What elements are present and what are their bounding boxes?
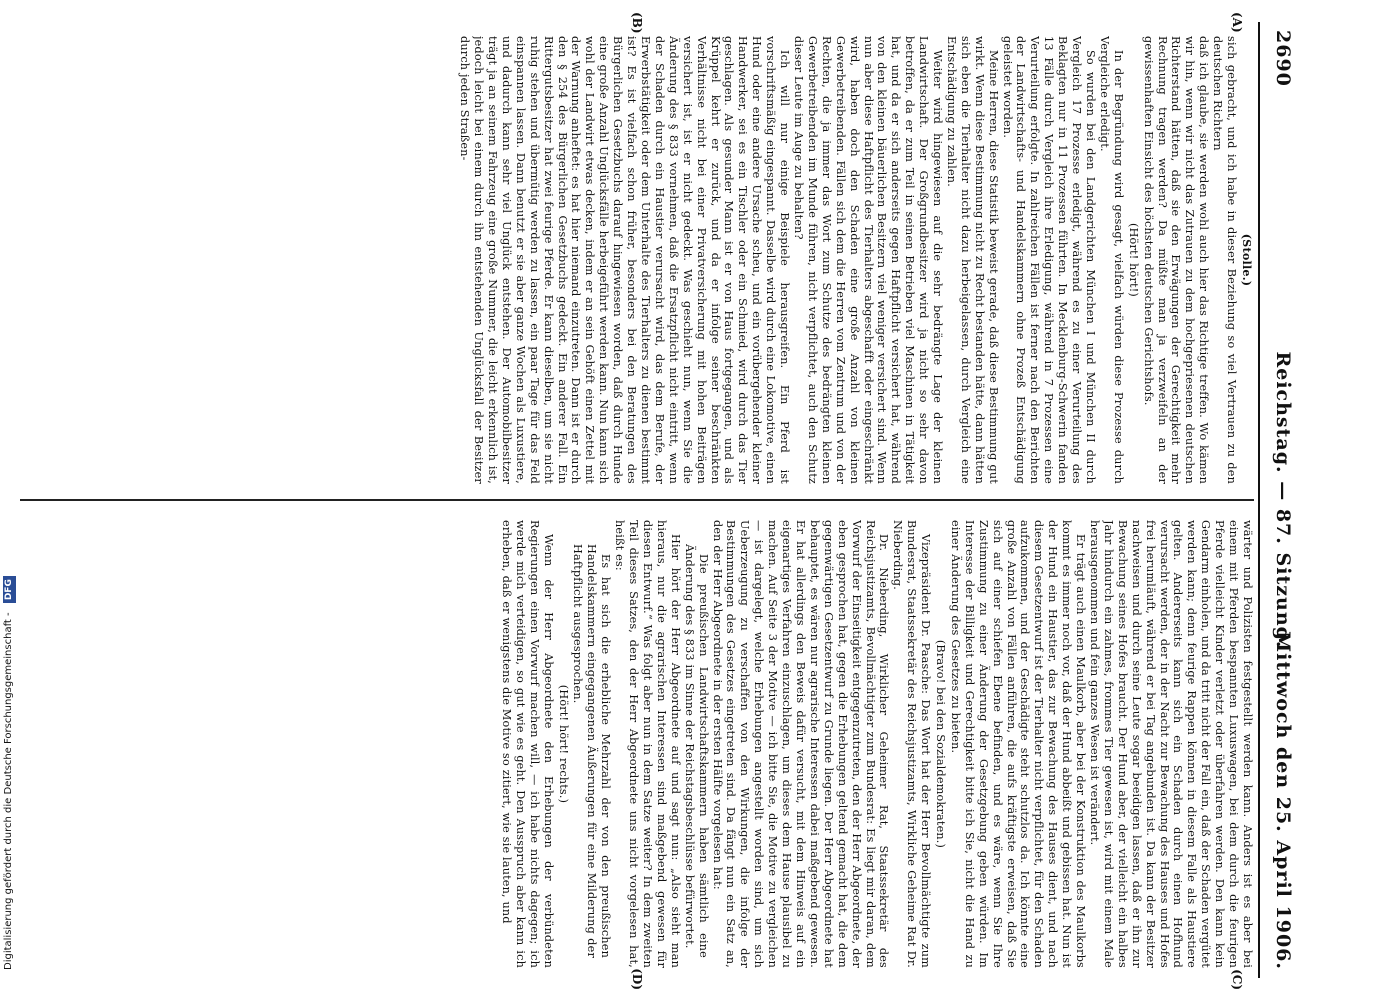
- header-rule: [1258, 22, 1260, 978]
- paragraph: Er trägt auch einen Maulkorb, aber bei der Konstruktion des Maulkorbs kommt es immer noch vor, daß der Hund abbeißt und gebissen hat. Nun ist der Hund ein Haustier, das zur Bewachung des Hauses dient, und nach diesem Gesetzentwurf ist der Tierhalter nicht verpflichtet, für den Schaden aufzukommen, und der Geschädigte steht schutzlos da. Ich könnte eine große Anzahl von Fällen anführen, die aufs kräftigste erweisen, daß Sie sich auf einer schiefen Ebene befinden, und es wäre, wenn Sie Ihre Zustimmung zu einer Änderung der Gesetzgebung geben würden. Im Interesse der Billigkeit und Gerechtigkeit bitte ich Sie, nicht die Hand zu einer Änderung des Gesetzes zu bieten.: [948, 520, 1088, 968]
- paragraph: sich gebracht, und ich habe in dieser Beziehung so viel Vertrauen zu den deutschen Richtern: [1211, 36, 1239, 484]
- paragraph: So wurden bei den Landgerichten München I und München II durch Vergleich 17 Prozesse erledigt, während es zu einer Verurteilung des Beklagten nur in 11 Prozessen führten. In Mecklenburg-Schwerin fanden 13 Fälle durch Vergleich ihre Erledigung, während in 7 Prozessen eine Verurteilung erfolgte. In zahlreichen Fällen ist ferner nach den Berichten der Landwirtschafts- und Handelskammern ohne Prozeß Entschädigung geleistet worden.: [1000, 36, 1098, 484]
- margin-marker-c: (C): [1230, 969, 1244, 990]
- paragraph: In der Begründung wird gesagt, vielfach würden diese Prozesse durch Vergleiche erledigt.: [1097, 36, 1125, 484]
- interjection: (Hört! hört! rechts.): [556, 684, 570, 804]
- paragraph: Dr. Nieberding, Wirklicher Geheimer Rat, Staatssekretär des Reichsjustizamts, Bevollmächtigter zum Bundesrat: Es liegt mir daran, dem Vorwurf der Einseitigkeit entgegenzutreten, den der Herr Abgeordnete, der eben gesprochen hat, gegen die Erhebungen geltend gemacht hat, die dem gegenwärtigen Gesetzentwurf zu Grunde liegen. Der Herr Abgeordnete hat behauptet, es wären nur agrarische Interessen dabei maßgebend gewesen. Er hat allerdings den Beweis dafür versucht, mit dem Hinweis auf ein eigenartiges Verfahren einzuschlagen, um dieses dem Hause plausibel zu machen. Auf Seite 3 der Motive — ich bitte Sie, die Motive zu vergleichen — ist dargelegt, welche Erhebungen angestellt worden sind, um sich Ueberzeugung zu verschaffen von den Wirkungen, die infolge der Bestimmungen des Gesetzes eingetreten sind. Da fängt nun ein Satz an, den der Herr Abgeordnete in der ersten Hälfte vorgelesen hat:: [710, 520, 891, 968]
- session-title: Reichstag. — 87. Sitzung.: [1272, 351, 1294, 649]
- page-header: [1264, 30, 1294, 970]
- margin-marker-a: (A): [1230, 12, 1244, 33]
- quote-text: Die preußischen Landwirtschaftskammern haben sämtlich eine Änderung des § 833 im Sinne der Reichstagsbeschlüsse befürwortet.: [682, 544, 710, 958]
- paragraph: daß ich glaube, sie werden wohl auch hier das Richtige treffen. Wo kämen wir hin, wenn wir nicht das Zutrauen zu dem hochgepriesenen deutschen Richterstand hätten, daß sie den Erwägungen der Gerechtigkeit mehr Rechnung tragen werden? Da müßte man ja verzweifeln an der gewissenhaften Einsicht des höchsten deutschen Gerichtshofs.: [1141, 36, 1211, 484]
- dfg-logo: DFG: [3, 576, 16, 603]
- right-column: [18, 520, 1254, 968]
- interjection: (Bravo! bei den Sozialdemokraten.): [934, 639, 948, 849]
- page-number: 2690: [1272, 30, 1294, 87]
- speaker-tag: (Stolle.): [1240, 233, 1254, 287]
- interjection: (Hört! hört!): [1126, 223, 1140, 297]
- paragraph: Meine Herren, diese Statistik beweist gerade, daß diese Bestimmung gut wirkt. Wenn diese Bestimmung nicht zu Recht bestanden hätte, dann hätten sich eben die Tierhalter nicht dazu herbeigelassen, durch Vergleich eine Entschädigung zu zahlen.: [944, 36, 1000, 484]
- left-column: [18, 36, 1254, 484]
- digitization-credit: Digitalisierung gefördert durch die Deutsche Forschungsgemeinschaft -: [3, 612, 14, 970]
- digitization-sidebar: [2, 0, 16, 1000]
- session-date: Mittwoch den 25. April 1906.: [1272, 631, 1294, 970]
- paragraph: Vizepräsident Dr. Paasche: Das Wort hat der Herr Bevollmächtigte zum Bundesrat, Staatssekretär des Reichsjustizamts, Wirkliche Geheime Rat Dr. Nieberding.: [891, 520, 933, 968]
- column-divider: [20, 499, 1254, 501]
- paragraph: Hier hört der Herr Abgeordnete auf und sagt nun: „Also sieht man hieraus, nur die agrarischen Interessen sind maßgebend gewesen für diesen Entwurf.“ Was folgt aber nun in dem Satze weiter? In dem zweiten Teil dieses Satzes, den der Herr Abgeordnete uns nicht vorgelesen hat, heißt es:: [613, 520, 682, 968]
- margin-marker-b: (B): [630, 12, 644, 34]
- paragraph: Weiter wird hingewiesen auf die sehr bedrängte Lage der kleinen Landwirtschaft. Der Großgrundbesitzer wird ja nicht so sehr davon betroffen, da er zum Teil in seinen Betrieben viel Maschinen in Tätigkeit hat, und da er sich anderseits gegen Haftpflicht versichert hat, während von den kleinen bäuerlichen Besitzern viel weniger versichert sind. Wenn nun aber diese Haftpflicht des Tierhalters abgeschafft oder eingeschränkt wird, haben doch den Schaden eine große Anzahl von kleinen Gewerbetreibenden. Fällen sich dem die Herren vom Zentrum und von der Rechten, die ja immer das Wort zum Schutze des bedrängten kleinen Gewerbetreibenden im Munde führen, nicht verpflichtet, auch den Schutz dieser Leute im Auge zu behalten?: [792, 36, 945, 484]
- quotation: [682, 520, 710, 968]
- quote-text: Es hat sich die erhebliche Mehrzahl der von den preußischen Handelskammern eingegangenen Äußerungen für eine Milderung der Haftpflicht ausgesprochen.: [571, 544, 613, 958]
- paragraph: wärter und Polizisten festgestellt werden kann. Anders ist es aber bei einem mit Pferden bespannten Luxuswagen, bei dem durch die feurigen Pferde vielleicht Kinder verletzt oder überfahren werden. Den kann kein Gendarm einholen, und da tritt nicht der Fall ein, daß der Schaden vergütet werden kann; denn feurige Rappen können in diesem Falle als Haustiere gelten. Andererseits kann sich ein Schaden durch einen Hofhund verursacht werden, der in der Nacht zur Bewachung des Hauses und Hofes frei herumläuft, während er bei Tag angebunden ist. Da kann der Besitzer nachweisen und durch seine Leute sogar beeidigen lassen, daß er ihn zur Bewachung seines Hofes braucht. Der Hund aber, der vielleicht ein halbes Jahr hindurch ein zahmes, frommes Tier gewesen ist, wird mit einem Male herausgenommen und fein ganzes Wesen ist verändert.: [1088, 520, 1254, 968]
- paragraph: Wenn der Herr Abgeordnete den Erhebungen der verbündeten Regierungen einen Vorwurf machen will, — ich habe nichts dagegen; ich werde mich verteidigen, so gut wie es geht. Den Ausspruch aber kann ich erheben, daß er wenigstens die Motive so zitiert, wie sie lauten, und: [499, 520, 555, 968]
- quotation: [571, 520, 613, 968]
- paragraph: Ich will nur einige Beispiele herausgreifen. Ein Pferd ist vorschriftsmäßig eingespannt. Dasselbe wird durch eine Lokomotive, einen Hund oder eine andere Ursache scheu, und ein vorübergehender kleiner Handwerker, sei es ein Tischler oder ein Schmied, wird durch das Tier geschlagen. Als gesunder Mann ist er von Haus fortgegangen, und als Krüppel kehrt er zurück, und da er infolge seiner beschränkten Verhältnisse nicht bei einer Privatversicherung mit hohen Beiträgen versichert ist, ist er nicht gedeckt. Was geschieht nun, wenn Sie die Änderung des § 833 vornehmen, daß die Ersatzpflicht nicht eintritt, wenn der Schaden durch ein Haustier verursacht wird, das dem Berufe, der Erwerbstätigkeit oder dem Unterhalte des Tierhalters zu dienen bestimmt ist? Es ist vielfach schon früher, besonders bei den Beratungen des Bürgerlichen Gesetzbuchs darauf hingewiesen worden, daß durch Hunde eine große Anzahl Unglücksfälle herbeigeführt werden kann. Nun kann sich wohl der Landwirt etwas decken, indem er an sein Gehöft einen Zettel mit der Warnung anheftet: es hat hier niemand einzutreten. Dann ist er durch den § 254 des Bürgerlichen Gesetzbuchs gedeckt. Ein anderer Fall. Ein Rittergutsbesitzer hat zwei feurige Pferde. Er kann dieselben, um sie nicht ruhig stehen und übermütig werden zu lassen, ein paar Tage für das Feld einspannen lassen. Dann benutzt er sie aber ganze Wochen als Luxustiere, und dadurch kann sehr viel Unglück entstehen. Der Automobilbesitzer trägt ja an seinem Fahrzeug eine große Nummer, die leicht erkennlich ist, jedoch leicht bei einem durch ihn entstehenden Unglücksfall der Besitzer durch jeden Straßen-: [458, 36, 792, 484]
- margin-marker-d: (D): [630, 968, 644, 990]
